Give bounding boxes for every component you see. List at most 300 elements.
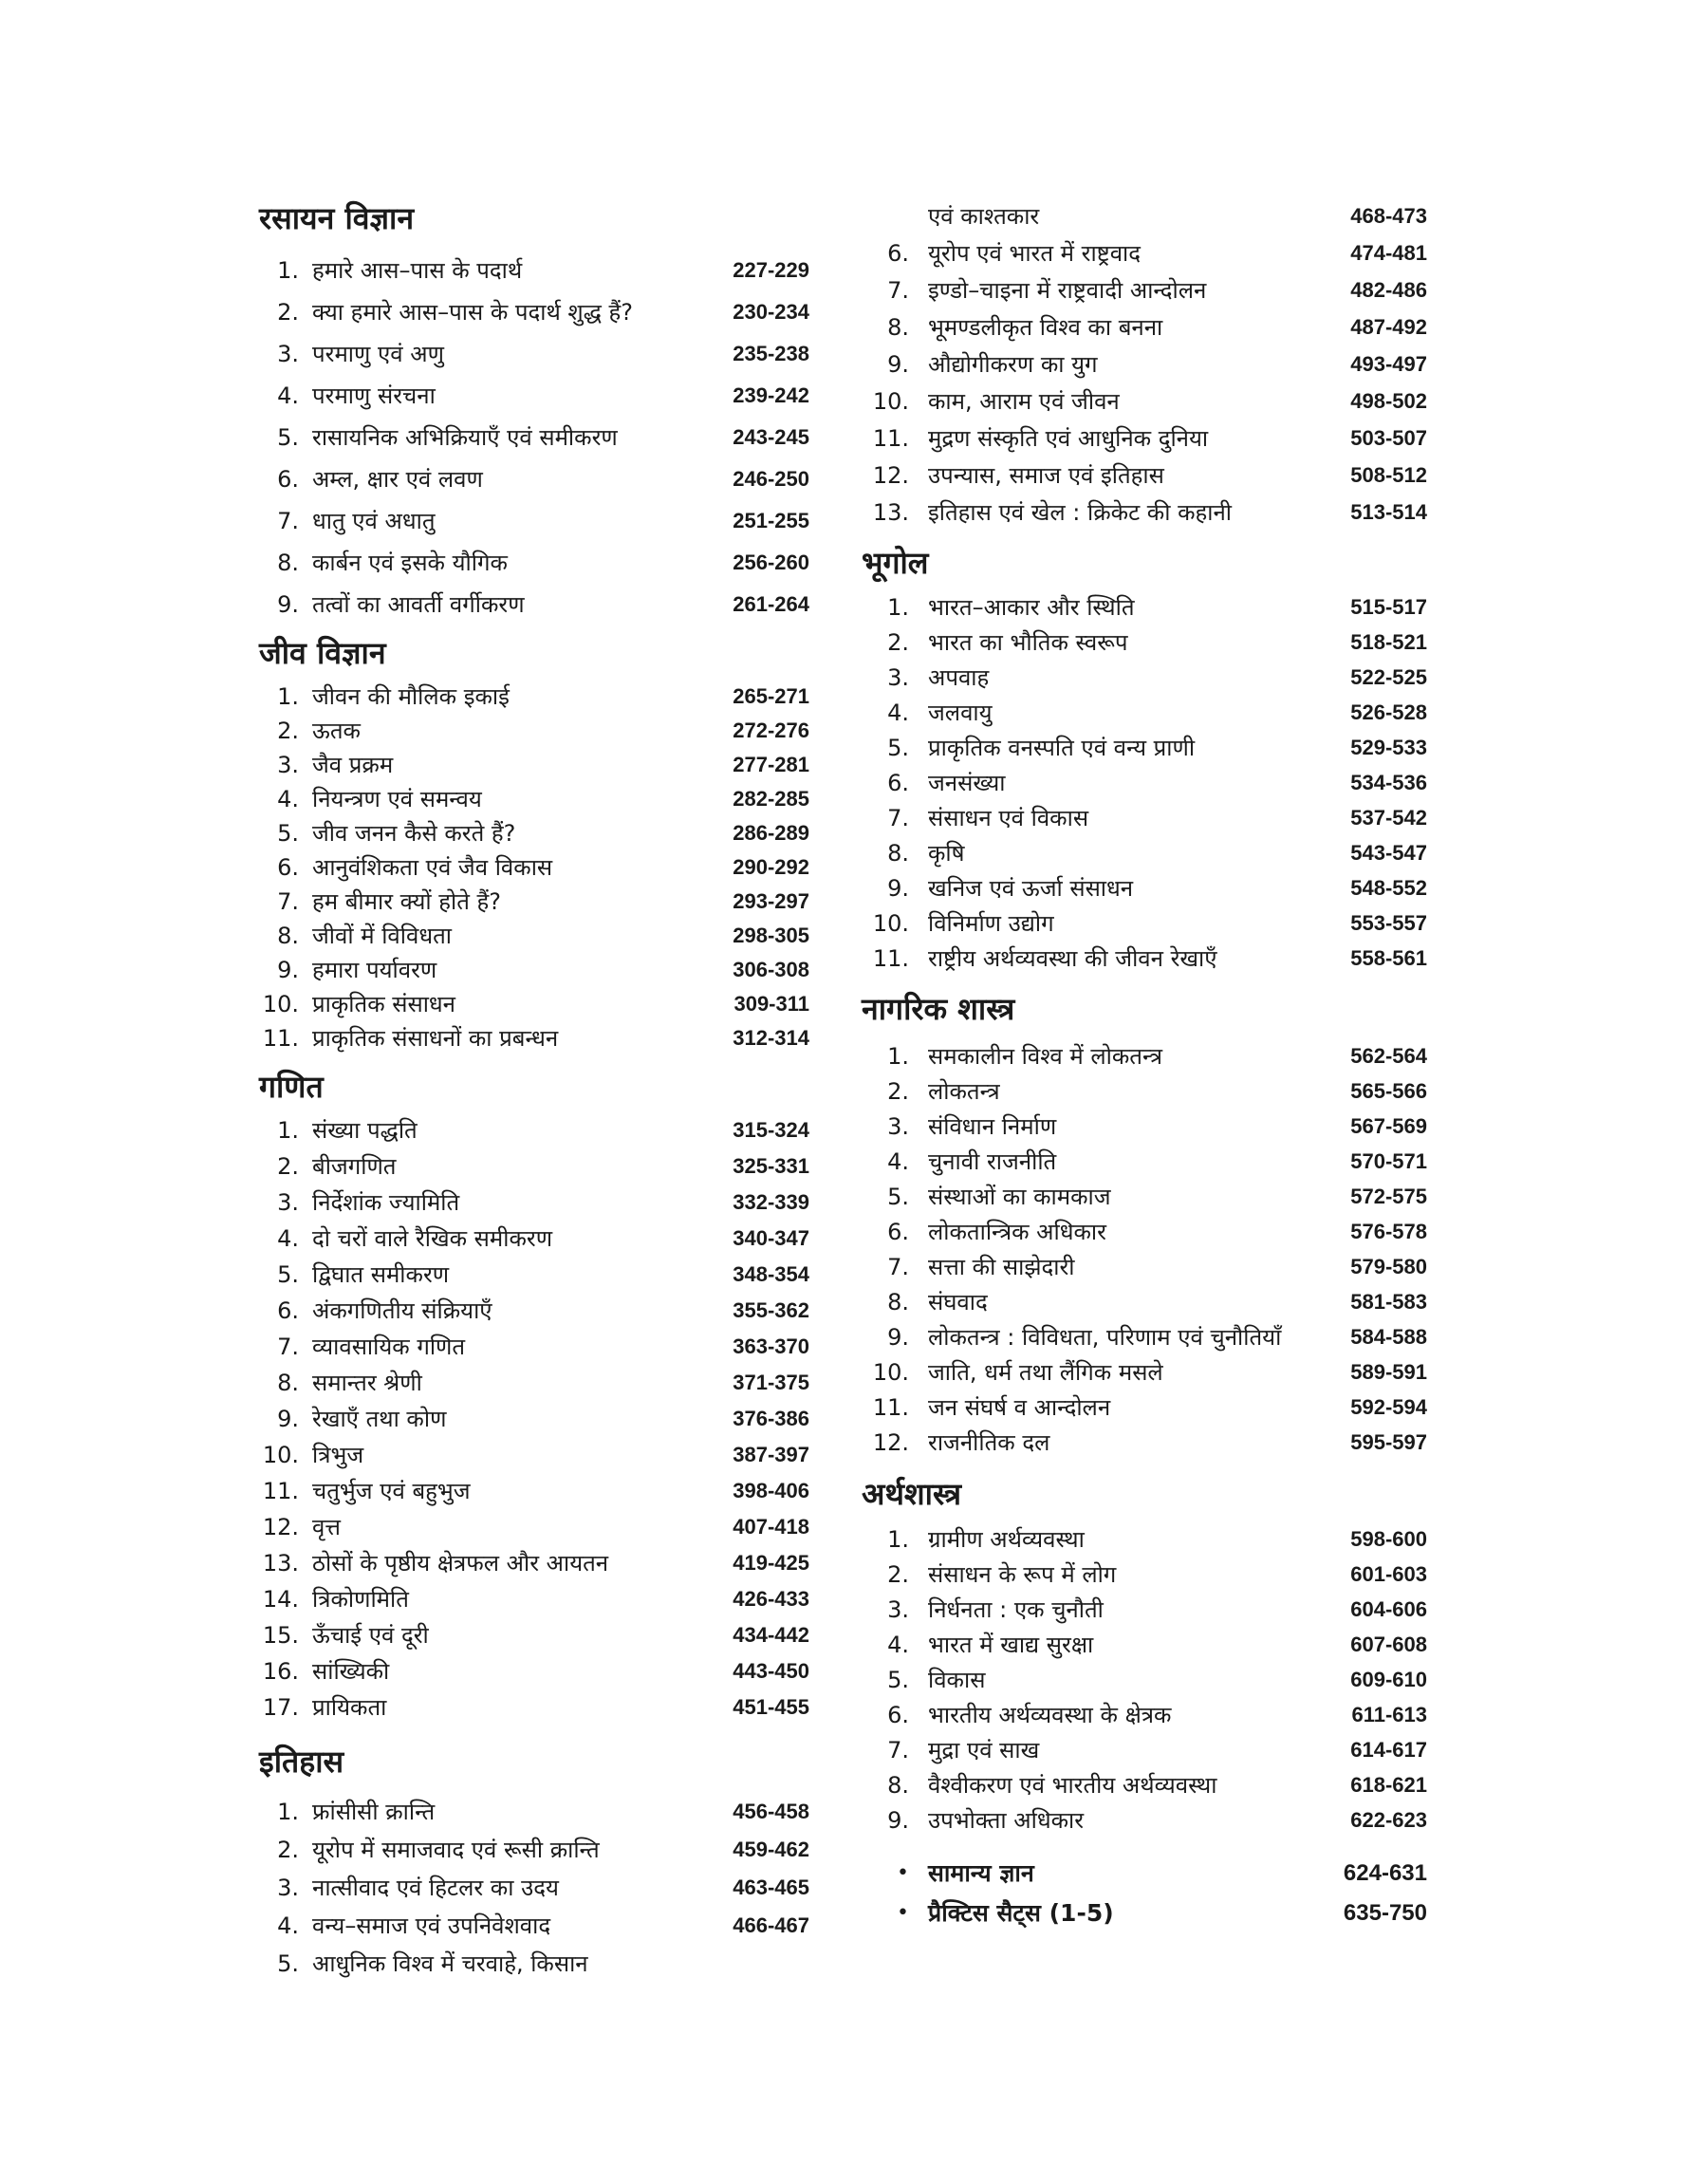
item-title: लोकतान्त्रिक अधिकार: [928, 1219, 1106, 1245]
item-pages: 419-425: [733, 1551, 809, 1575]
item-title: विनिर्माण उद्योग: [928, 910, 1054, 937]
item-number: 5.: [277, 820, 299, 847]
toc-row-general-knowledge: [862, 1858, 1427, 1889]
item-title: एवं काश्तकार: [928, 203, 1040, 230]
item-pages: 579-580: [1350, 1255, 1427, 1278]
item-title: धातु एवं अधातु: [312, 508, 436, 534]
item-number: 12.: [872, 1429, 909, 1456]
toc-row: [259, 422, 809, 453]
item-pages: 474-481: [1350, 241, 1427, 265]
item-title: रासायनिक अभिक्रियाएँ एवं समीकरण: [312, 424, 618, 451]
toc-row: [862, 312, 1427, 343]
toc-row: [259, 1512, 809, 1542]
toc-row: [259, 852, 809, 883]
item-title: परमाणु एवं अणु: [312, 341, 444, 367]
item-pages: 537-542: [1350, 806, 1427, 830]
toc-row: [259, 1911, 809, 1941]
item-pages: 243-245: [733, 425, 809, 449]
toc-row: [862, 1427, 1427, 1458]
item-pages: 363-370: [733, 1334, 809, 1358]
item-pages: 526-528: [1350, 700, 1427, 724]
item-title: राष्ट्रीय अर्थव्यवस्था की जीवन रेखाएँ: [928, 945, 1217, 972]
item-number: 10.: [262, 1442, 299, 1468]
item-title: जीवन की मौलिक इकाई: [312, 683, 510, 710]
toc-row: [259, 1692, 809, 1723]
item-title: प्राकृतिक वनस्पति एवं वन्य प्राणी: [928, 735, 1196, 761]
item-pages: 277-281: [733, 753, 809, 776]
item-pages: 251-255: [733, 509, 809, 532]
toc-row: [862, 1147, 1427, 1177]
section-heading-economics: अर्थशास्त्र: [862, 1476, 962, 1512]
item-pages: 534-536: [1350, 771, 1427, 794]
toc-row: [862, 1700, 1427, 1730]
item-pages: 598-600: [1350, 1527, 1427, 1551]
item-title: जलवायु: [928, 700, 993, 726]
item-title: सांख्यिकी: [312, 1658, 390, 1685]
item-title: कार्बन एवं इसके यौगिक: [312, 550, 508, 576]
item-pages: 503-507: [1350, 426, 1427, 450]
item-pages: 426-433: [733, 1587, 809, 1611]
toc-row: [259, 886, 809, 917]
item-pages: 548-552: [1350, 876, 1427, 900]
item-number: 2.: [887, 1078, 909, 1105]
item-number: 6.: [887, 1702, 909, 1728]
item-title: नियन्त्रण एवं समन्वय: [312, 786, 482, 812]
item-title: हमारे आस–पास के पदार्थ: [312, 257, 523, 284]
toc-row: [259, 1797, 809, 1827]
item-pages: 355-362: [733, 1298, 809, 1322]
item-pages: 312-314: [733, 1026, 809, 1050]
item-pages: 256-260: [733, 550, 809, 574]
toc-row: [259, 1656, 809, 1687]
item-title: लोकतन्त्र: [928, 1078, 1000, 1105]
item-pages: 286-289: [733, 821, 809, 845]
item-title: काम, आराम एवं जीवन: [928, 388, 1120, 415]
toc-row: [259, 297, 809, 327]
item-pages: 332-339: [733, 1190, 809, 1214]
item-number: 1.: [277, 1799, 299, 1825]
item-number: 9.: [887, 875, 909, 902]
item-title: कृषि: [928, 840, 965, 867]
toc-row: [862, 1392, 1427, 1423]
item-pages: 348-354: [733, 1262, 809, 1286]
toc-row: [862, 238, 1427, 269]
item-pages: 543-547: [1350, 841, 1427, 865]
item-pages: 309-311: [733, 992, 809, 1016]
item-title: राजनीतिक दल: [928, 1429, 1050, 1456]
item-title: वृत्त: [312, 1514, 341, 1540]
item-title: त्रिकोणमिति: [312, 1586, 409, 1613]
item-title: संघवाद: [928, 1289, 988, 1315]
toc-row: [259, 339, 809, 369]
item-title: संस्थाओं का कामकाज: [928, 1184, 1111, 1210]
toc-row: [259, 1548, 809, 1578]
item-number: 7.: [277, 1334, 299, 1360]
item-number: 13.: [872, 499, 909, 526]
toc-row: [259, 1404, 809, 1434]
item-title: संख्या पद्धति: [312, 1117, 418, 1144]
toc-row: [862, 943, 1427, 974]
item-title: जाति, धर्म तथा लैंगिक मसले: [928, 1359, 1163, 1386]
item-number: 14.: [262, 1586, 299, 1613]
item-number: 1.: [277, 683, 299, 710]
item-number: 12.: [872, 462, 909, 489]
toc-row: [862, 1322, 1427, 1353]
item-number: 9.: [887, 1807, 909, 1834]
item-pages: 482-486: [1350, 278, 1427, 302]
toc-row: [862, 698, 1427, 728]
item-title: नात्सीवाद एवं हिटलर का उदय: [312, 1875, 559, 1901]
item-pages: 456-458: [733, 1800, 809, 1823]
item-number: 10.: [872, 388, 909, 415]
item-title: भारत में खाद्य सुरक्षा: [928, 1632, 1094, 1658]
toc-row: [259, 548, 809, 578]
toc-row: [259, 381, 809, 411]
item-number: 8.: [277, 550, 299, 576]
toc-row: [259, 955, 809, 985]
item-title: समान्तर श्रेणी: [312, 1370, 422, 1396]
item-title: भारत–आकार और स्थिति: [928, 594, 1135, 621]
item-pages: 498-502: [1350, 389, 1427, 413]
item-number: 10.: [262, 991, 299, 1017]
toc-row: [259, 464, 809, 494]
toc-row: [862, 1805, 1427, 1836]
item-title: परमाणु संरचना: [312, 382, 436, 409]
item-title: संसाधन के रूप में लोग: [928, 1561, 1117, 1588]
item-number: 6.: [887, 240, 909, 267]
item-pages: 601-603: [1350, 1562, 1427, 1586]
item-title: ऊँचाई एवं दूरी: [312, 1622, 429, 1649]
toc-row: [862, 908, 1427, 939]
toc-row: [259, 1259, 809, 1290]
item-pages: 493-497: [1350, 352, 1427, 376]
item-number: 5.: [887, 1184, 909, 1210]
item-pages: 298-305: [733, 924, 809, 947]
item-number: 5.: [887, 735, 909, 761]
item-pages: 592-594: [1350, 1395, 1427, 1419]
toc-row: [259, 1949, 809, 1979]
item-number: 13.: [262, 1550, 299, 1577]
item-pages: 282-285: [733, 787, 809, 811]
item-title: संविधान निर्माण: [928, 1113, 1057, 1140]
item-title: प्राकृतिक संसाधनों का प्रबन्धन: [312, 1025, 559, 1052]
toc-row: [862, 1735, 1427, 1765]
item-number: 7.: [277, 508, 299, 534]
item-pages: 340-347: [733, 1226, 809, 1250]
item-title: अंकगणितीय संक्रियाएँ: [312, 1297, 492, 1324]
item-title: संसाधन एवं विकास: [928, 805, 1089, 831]
item-number: 9.: [277, 591, 299, 618]
item-pages: 293-297: [733, 889, 809, 913]
toc-row: [862, 1595, 1427, 1625]
item-number: 7.: [887, 805, 909, 831]
item-title: निर्धनता : एक चुनौती: [928, 1596, 1104, 1623]
toc-row: [259, 1023, 809, 1054]
section-heading-civics: नागरिक शास्त्र: [862, 991, 1015, 1027]
item-number: 12.: [262, 1514, 299, 1540]
item-number: 4.: [277, 1912, 299, 1939]
item-title: विकास: [928, 1667, 986, 1693]
item-number: 2.: [277, 1837, 299, 1863]
toc-row: [862, 1524, 1427, 1555]
toc-row: [862, 838, 1427, 868]
item-pages: 272-276: [733, 718, 809, 742]
toc-row: [862, 803, 1427, 833]
item-title: मुद्रा एवं साख: [928, 1737, 1040, 1763]
item-pages: 609-610: [1350, 1668, 1427, 1691]
item-number: 4.: [887, 1148, 909, 1175]
item-title: रेखाएँ तथा कोण: [312, 1406, 447, 1432]
toc-row: [259, 681, 809, 712]
toc-row: [259, 1151, 809, 1182]
item-number: 3.: [277, 341, 299, 367]
item-title: ठोसों के पृष्ठीय क्षेत्रफल और आयतन: [312, 1550, 609, 1577]
item-title: भारतीय अर्थव्यवस्था के क्षेत्रक: [928, 1702, 1172, 1728]
item-pages: 614-617: [1350, 1738, 1427, 1762]
toc-row: [862, 1665, 1427, 1695]
item-pages: 443-450: [733, 1659, 809, 1683]
item-number: 11.: [262, 1025, 299, 1052]
item-pages: 565-566: [1350, 1079, 1427, 1103]
toc-row: [862, 1217, 1427, 1247]
section-heading-history: इतिहास: [259, 1744, 344, 1780]
section-heading-chemistry: रसायन विज्ञान: [259, 200, 415, 236]
item-pages: 529-533: [1350, 736, 1427, 759]
item-pages: 522-525: [1350, 665, 1427, 689]
item-number: 4.: [887, 1632, 909, 1658]
toc-row: [862, 592, 1427, 623]
item-number: 1.: [887, 1043, 909, 1070]
item-pages: 581-583: [1350, 1290, 1427, 1314]
toc-row: [259, 1835, 809, 1865]
toc-row: [259, 989, 809, 1019]
item-title: ग्रामीण अर्थव्यवस्था: [928, 1526, 1085, 1553]
item-pages: 290-292: [733, 855, 809, 879]
item-title: आधुनिक विश्व में चरवाहे, किसान: [312, 1950, 588, 1977]
item-number: 9.: [887, 1324, 909, 1351]
item-number: 6.: [887, 770, 909, 796]
item-title: चतुर्भुज एवं बहुभुज: [312, 1478, 471, 1504]
toc-row: [862, 1041, 1427, 1072]
item-number: 6.: [277, 466, 299, 493]
item-number: 2.: [277, 718, 299, 744]
toc-row: [862, 1287, 1427, 1317]
item-number: 8.: [887, 840, 909, 867]
item-number: 10.: [872, 910, 909, 937]
item-number: 15.: [262, 1622, 299, 1649]
toc-row: [259, 1115, 809, 1146]
item-pages: 604-606: [1350, 1597, 1427, 1621]
item-title: इतिहास एवं खेल : क्रिकेट की कहानी: [928, 499, 1232, 526]
item-pages: 466-467: [733, 1913, 809, 1937]
item-title: भूमण्डलीकृत विश्व का बनना: [928, 314, 1163, 341]
item-number: 2.: [887, 1561, 909, 1588]
item-title: फ्रांसीसी क्रान्ति: [312, 1799, 436, 1825]
item-pages: 558-561: [1350, 946, 1427, 970]
item-title: ऊतक: [312, 718, 361, 744]
item-pages: 572-575: [1350, 1185, 1427, 1208]
item-pages: 371-375: [733, 1371, 809, 1394]
toc-row: [259, 784, 809, 814]
item-pages: 230-234: [733, 300, 809, 324]
toc-row: [259, 255, 809, 286]
item-number: 8.: [887, 1772, 909, 1799]
item-pages: 387-397: [733, 1443, 809, 1466]
item-title: आनुवंशिकता एवं जैव विकास: [312, 854, 553, 881]
item-title: जैव प्रक्रम: [312, 752, 394, 778]
item-title: क्या हमारे आस–पास के पदार्थ शुद्ध हैं?: [312, 299, 634, 326]
item-pages: 567-569: [1350, 1114, 1427, 1138]
section-heading-geography: भूगोल: [862, 545, 929, 581]
item-pages: 451-455: [733, 1695, 809, 1719]
item-number: 7.: [277, 888, 299, 915]
item-title: वैश्वीकरण एवं भारतीय अर्थव्यवस्था: [928, 1772, 1217, 1799]
item-title: सामान्य ज्ञान: [928, 1859, 1034, 1887]
toc-row: [862, 386, 1427, 417]
item-pages: 239-242: [733, 383, 809, 407]
item-number: 4.: [887, 700, 909, 726]
toc-row: [862, 1630, 1427, 1660]
item-pages: 570-571: [1350, 1149, 1427, 1173]
item-number: 16.: [262, 1658, 299, 1685]
item-pages: 624-631: [1343, 1860, 1427, 1886]
item-pages: 508-512: [1350, 463, 1427, 487]
toc-row: [862, 423, 1427, 454]
item-title: सत्ता की साझेदारी: [928, 1254, 1075, 1280]
item-number: 7.: [887, 1254, 909, 1280]
item-title: हमारा पर्यावरण: [312, 957, 437, 983]
item-pages: 468-473: [1350, 204, 1427, 228]
item-number: 11.: [872, 1394, 909, 1421]
item-title: मुद्रण संस्कृति एवं आधुनिक दुनिया: [928, 425, 1209, 452]
item-number: 1.: [887, 594, 909, 621]
item-title: खनिज एवं ऊर्जा संसाधन: [928, 875, 1134, 902]
toc-row: [862, 497, 1427, 528]
item-number: 3.: [887, 1113, 909, 1140]
toc-row: [259, 1223, 809, 1254]
item-title: उपन्यास, समाज एवं इतिहास: [928, 462, 1164, 489]
toc-row: [259, 1584, 809, 1614]
item-number: 5.: [277, 1261, 299, 1288]
item-number: 5.: [277, 424, 299, 451]
item-pages: 463-465: [733, 1875, 809, 1899]
item-title: औद्योगीकरण का युग: [928, 351, 1098, 378]
item-pages: 325-331: [733, 1154, 809, 1178]
item-number: 11.: [262, 1478, 299, 1504]
item-number: 10.: [872, 1359, 909, 1386]
item-number: 6.: [277, 854, 299, 881]
item-pages: 622-623: [1350, 1808, 1427, 1832]
toc-row: [862, 1182, 1427, 1212]
toc-row: [259, 1332, 809, 1362]
toc-row: [862, 627, 1427, 658]
item-pages: 261-264: [733, 592, 809, 616]
toc-row: [862, 1559, 1427, 1590]
item-number: 7.: [887, 277, 909, 304]
toc-row: [862, 1770, 1427, 1801]
section-heading-mathematics: गणित: [259, 1069, 324, 1105]
toc-row: [259, 716, 809, 746]
item-number: 8.: [277, 1370, 299, 1396]
item-pages: 265-271: [733, 684, 809, 708]
toc-row-practice-sets: [862, 1898, 1427, 1929]
item-pages: 584-588: [1350, 1325, 1427, 1349]
item-title: हम बीमार क्यों होते हैं?: [312, 888, 502, 915]
item-title: भारत का भौतिक स्वरूप: [928, 629, 1128, 656]
toc-row: [259, 818, 809, 849]
item-pages: 618-621: [1350, 1773, 1427, 1797]
toc-row: [862, 460, 1427, 491]
item-number: 17.: [262, 1694, 299, 1721]
item-number: 3.: [277, 752, 299, 778]
item-pages: 315-324: [733, 1118, 809, 1142]
item-number: 3.: [277, 1875, 299, 1901]
item-number: 1.: [887, 1526, 909, 1553]
item-pages: 246-250: [733, 467, 809, 491]
item-title: जीव जनन कैसे करते हैं?: [312, 820, 516, 847]
item-title: यूरोप में समाजवाद एवं रूसी क्रान्ति: [312, 1837, 600, 1863]
item-pages: 518-521: [1350, 630, 1427, 654]
item-pages: 235-238: [733, 342, 809, 365]
toc-row: [259, 506, 809, 536]
toc-row: [259, 1476, 809, 1506]
item-title: दो चरों वाले रैखिक समीकरण: [312, 1225, 553, 1252]
toc-row: [862, 873, 1427, 904]
item-pages: 306-308: [733, 958, 809, 981]
toc-row: [259, 1187, 809, 1218]
item-title: जनसंख्या: [928, 770, 1006, 796]
item-number: 8.: [887, 1289, 909, 1315]
item-number: 8.: [887, 314, 909, 341]
toc-row: [259, 750, 809, 780]
item-pages: 607-608: [1350, 1633, 1427, 1656]
toc-row: [259, 589, 809, 620]
item-pages: 487-492: [1350, 315, 1427, 339]
item-number: 1.: [277, 257, 299, 284]
item-number: 7.: [887, 1737, 909, 1763]
toc-row: [862, 1357, 1427, 1388]
toc-row: [862, 349, 1427, 380]
item-title: जन संघर्ष व आन्दोलन: [928, 1394, 1111, 1421]
toc-row: [862, 768, 1427, 798]
item-number: 3.: [277, 1189, 299, 1216]
item-title: चुनावी राजनीति: [928, 1148, 1057, 1175]
item-pages: 227-229: [733, 258, 809, 282]
item-number: 9.: [887, 351, 909, 378]
item-number: 2.: [887, 629, 909, 656]
toc-row: [259, 1296, 809, 1326]
item-number: 4.: [277, 1225, 299, 1252]
item-number: 6.: [277, 1297, 299, 1324]
item-pages: 562-564: [1350, 1044, 1427, 1068]
item-number: 1.: [277, 1117, 299, 1144]
item-title: अपवाह: [928, 664, 990, 691]
bullet-icon: •: [897, 1861, 909, 1885]
item-title: व्यावसायिक गणित: [312, 1334, 466, 1360]
item-number: 2.: [277, 299, 299, 326]
item-number: 5.: [887, 1667, 909, 1693]
item-title: समकालीन विश्व में लोकतन्त्र: [928, 1043, 1163, 1070]
item-title: बीजगणित: [312, 1153, 397, 1180]
item-number: 11.: [872, 425, 909, 452]
item-title: इण्डो–चाइना में राष्ट्रवादी आन्दोलन: [928, 277, 1207, 304]
item-pages: 635-750: [1343, 1900, 1427, 1926]
item-pages: 434-442: [733, 1623, 809, 1647]
item-pages: 398-406: [733, 1479, 809, 1502]
item-number: 5.: [277, 1950, 299, 1977]
toc-row: [862, 1111, 1427, 1142]
item-title: प्राकृतिक संसाधन: [312, 991, 456, 1017]
